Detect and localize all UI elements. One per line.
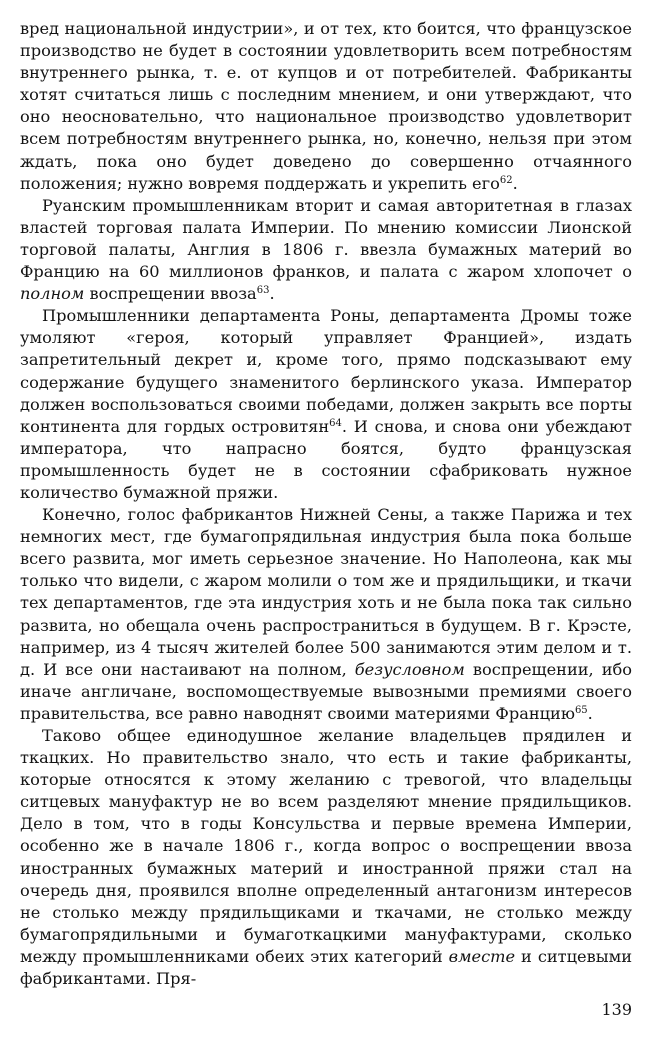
text-run: . И снова, и снова они убеждают императора, что напрасно боятся, будто французская промышленность будет не в состоянии сфабриковать нужное количество бумажной пряжи.: [20, 416, 632, 502]
text-run: вред национальной индустрии», и от тех, кто боится, что французское производство не будет в состоянии удовлетворить всем потребностям внутреннего рынка, т. е. от купцов и от потребителей. Фабриканты хотят считаться лишь с последним мнением, и они утверждают, что оно неосновательно, что национальное производство удовлетворит всем потребностям внутреннего рынка, но, конечно, нельзя при этом ждать, пока оно будет доведено до совершенно отчаянного положения; нужно вовремя поддержать и укрепить его: [20, 19, 632, 193]
text-run: Конечно, голос фабрикантов Нижней Сены, а также Парижа и тех немногих мест, где бумагопрядильная индустрия была пока больше всего развита, мог иметь серьезное значение. Но Наполеона, как мы только что видели, с жаром молили о том же и прядильщики, и ткачи тех департаментов, где эта индустрия хоть и не была пока так сильно развита, но обещала очень распространиться в будущем. В г. Крэсте, например, из 4 тысяч жителей более 500 занимаются этим делом и т. д. И все они настаивают на полном,: [20, 505, 632, 679]
footnote-ref: 64: [329, 417, 342, 429]
paragraph-2: [20, 195, 632, 305]
paragraph-5: [20, 725, 632, 990]
page-text: [20, 18, 632, 990]
footnote-ref: 63: [256, 285, 270, 297]
paragraph-1: [20, 18, 632, 195]
emphasis: безусловном: [354, 659, 465, 679]
paragraph-3: [20, 305, 632, 504]
emphasis: полном: [20, 284, 85, 304]
text-run: и ситцевыми фабрикантами. Пря-: [20, 946, 633, 989]
text-run: воспрещении, ибо иначе англичане, воспомоществуемые вывозными премиями своего правительства, все равно наводнят своими материями Францию: [20, 659, 633, 723]
page-number: 139: [601, 1000, 632, 1019]
text-run: Промышленники департамента Роны, департамента Дромы тоже умоляют «героя, который управляет Францией», издать запретительный декрет и, кроме того, прямо подсказывают ему содержание будущего знаменитого берлинского указа. Император должен воспользоваться своими победами, должен закрыть все порты континента для гордых островитян: [20, 306, 632, 436]
footnote-ref: 62: [499, 174, 513, 186]
text-run: .: [512, 173, 518, 193]
text-run: Руанским промышленникам вторит и самая авторитетная в глазах властей торговая палата Империи. По мнению комиссии Лионской торговой палаты, Англия в 1806 г. ввезла бумажных материй во Францию на 60 миллионов франков, и палата с жаром хлопочет о: [20, 195, 632, 282]
emphasis: вместе: [448, 946, 516, 966]
text-run: .: [269, 284, 275, 304]
paragraph-4: [20, 504, 632, 725]
text-run: Таково общее единодушное желание владельцев прядилен и ткацких. Но правительство знало, что есть и такие фабриканты, которые относятся к этому желанию с тревогой, что владельцы ситцевых мануфактур не во всем разделяют мнение прядильщиков. Дело в том, что в годы Консульства и первые времена Империи, особенно же в начале 1806 г., когда вопрос о воспрещении ввоза иностранных бумажных материй и иностранной пряжи стал на очередь дня, проявился вполне определенный антагонизм интересов не столько между прядильщиками и ткачами, не столько между бумагопрядильными и бумаготкацкими мануфактурами, сколько между промышленниками обеих этих категорий: [20, 726, 632, 966]
text-run: воспрещении ввоза: [84, 284, 257, 304]
footnote-ref: 65: [574, 704, 588, 716]
text-run: .: [587, 703, 593, 723]
